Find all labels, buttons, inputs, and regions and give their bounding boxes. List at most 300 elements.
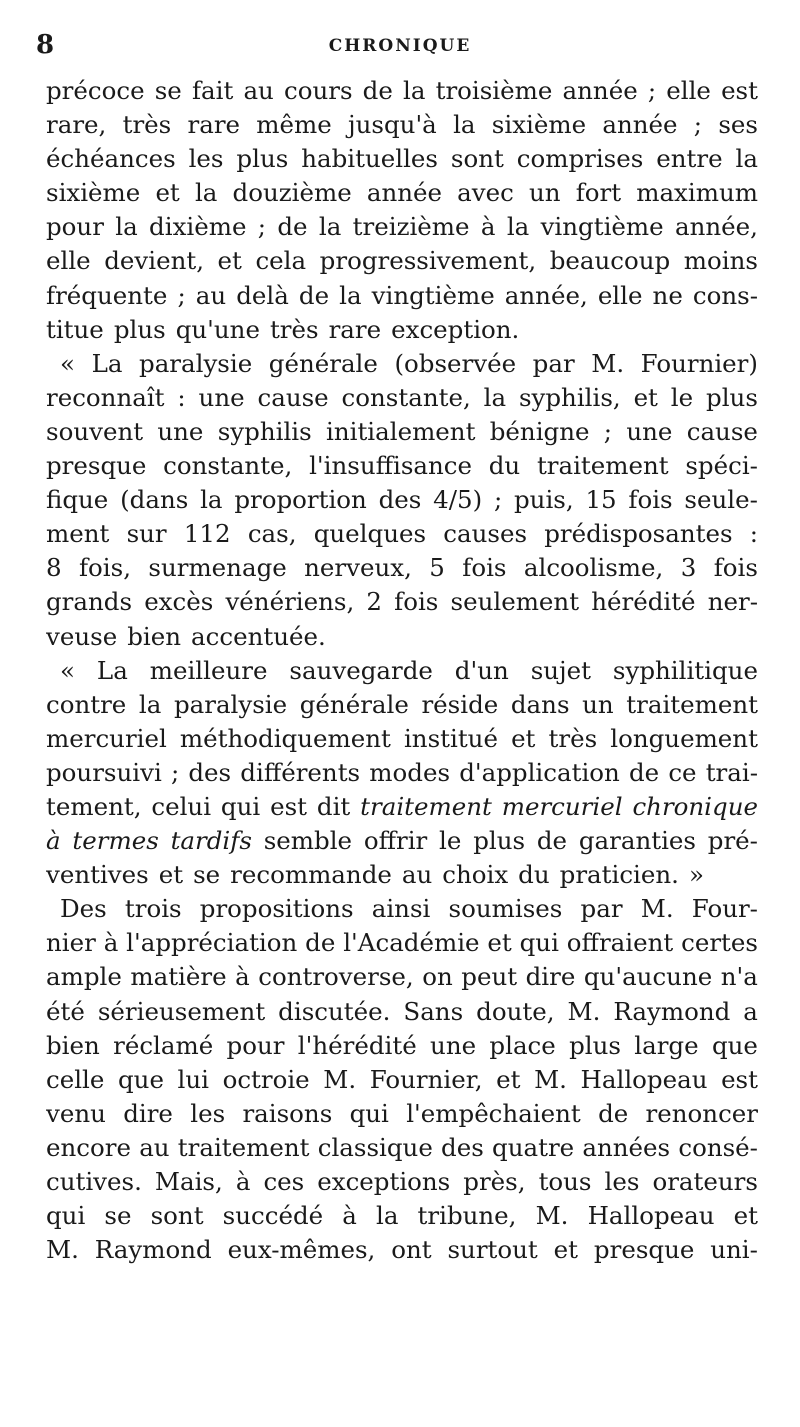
word: titue — [46, 314, 104, 344]
text-line — [46, 1165, 758, 1199]
word: ; — [603, 416, 613, 446]
word: et — [553, 1235, 579, 1265]
text-line — [46, 415, 758, 449]
word: consé- — [678, 1132, 758, 1162]
word: mercuriel — [46, 723, 167, 753]
word: sérieusement — [97, 996, 266, 1026]
word: la — [403, 76, 426, 105]
text-line — [46, 960, 758, 994]
word: devient, — [104, 246, 204, 276]
word: sont — [150, 1201, 204, 1231]
word: trois — [124, 894, 182, 924]
word: (observée — [394, 348, 517, 378]
word: des — [441, 1132, 484, 1162]
text-line — [46, 654, 758, 688]
word: que — [117, 1064, 164, 1094]
word: années — [582, 1132, 671, 1162]
word: ; — [647, 76, 657, 105]
word: place — [489, 1030, 556, 1060]
text-line — [46, 1063, 758, 1097]
word: classique — [317, 1132, 433, 1162]
word: presque — [46, 451, 147, 481]
word: accentuée. — [191, 621, 326, 651]
word: l'insuffisance — [309, 451, 473, 481]
word: Fournier, — [369, 1064, 483, 1094]
word: dire — [123, 1098, 173, 1128]
word: de — [362, 76, 393, 105]
word: de — [628, 757, 660, 787]
word: ; — [257, 212, 267, 242]
word: constante, — [341, 382, 471, 412]
word: année, — [674, 212, 758, 242]
word: poursuivi — [46, 757, 162, 787]
text-line — [46, 381, 758, 415]
text-line — [46, 892, 758, 926]
word: surmenage — [148, 553, 287, 583]
word: bénigne — [489, 416, 590, 446]
text-line — [46, 74, 758, 108]
word: rare, — [46, 110, 107, 140]
word: ment — [46, 519, 110, 549]
word: sont — [450, 144, 504, 174]
word: générale — [268, 348, 378, 378]
word: Sans — [403, 996, 464, 1026]
word: pour — [46, 212, 104, 242]
word: Fournier) — [640, 348, 758, 378]
word: une — [198, 382, 245, 412]
word: la — [735, 144, 758, 174]
text-line — [46, 995, 758, 1029]
word: ample — [46, 962, 122, 992]
word: du — [518, 860, 550, 890]
text-line — [46, 926, 758, 960]
word: la — [483, 382, 507, 412]
word: quelques — [313, 519, 427, 549]
word: de — [277, 212, 308, 242]
word: large — [634, 1030, 699, 1060]
word: pré- — [707, 826, 758, 856]
word: dans — [510, 689, 570, 719]
word: dit — [316, 791, 351, 821]
word: sixième — [491, 110, 587, 140]
word: des — [188, 757, 232, 787]
word: précoce — [46, 76, 145, 105]
word: la — [506, 212, 530, 242]
word: se — [193, 860, 221, 890]
word: les — [190, 1098, 226, 1128]
word: l'hérédité — [297, 1030, 417, 1060]
word: presque — [593, 1235, 695, 1265]
word: cause — [686, 416, 758, 446]
text-line — [46, 1131, 758, 1165]
word: la — [194, 178, 218, 208]
word: 15 — [585, 485, 617, 515]
word: prédisposantes — [544, 519, 733, 549]
word: reconnaît — [46, 382, 165, 412]
word: année — [562, 76, 638, 105]
word: bien — [127, 621, 182, 651]
word: seule- — [684, 485, 758, 515]
word: « — [60, 348, 75, 378]
word: Raymond — [94, 1235, 212, 1265]
word: Raymond — [613, 996, 731, 1026]
word: fois — [462, 553, 507, 583]
word: est — [270, 791, 308, 821]
word: peut — [461, 962, 518, 992]
text-line — [46, 824, 758, 858]
word: à — [342, 1201, 357, 1231]
word: le — [670, 382, 694, 412]
word: est — [721, 76, 758, 105]
word: paralysie — [139, 348, 253, 378]
word: uni- — [710, 1235, 758, 1265]
word: nerveux, — [304, 553, 412, 583]
text-line — [46, 449, 758, 483]
word: ses — [718, 110, 758, 140]
word: M. — [535, 1201, 569, 1231]
word: ventives — [46, 860, 149, 890]
word: d'un — [454, 655, 509, 685]
word: que — [711, 1030, 758, 1060]
text-line — [46, 756, 758, 790]
word: encore — [46, 1132, 131, 1162]
word: garanties — [578, 826, 696, 856]
word: celui — [151, 791, 212, 821]
word: syphilis, — [518, 382, 621, 412]
word: et — [155, 178, 180, 208]
word: entre — [656, 144, 723, 174]
word: contre — [46, 689, 127, 719]
word: traitement — [177, 1132, 310, 1162]
word: du — [488, 451, 521, 481]
word: M. — [323, 1064, 357, 1094]
word: meilleure — [149, 655, 268, 685]
word: M. — [534, 1064, 567, 1094]
word: elle — [666, 76, 711, 105]
word: 4/5) — [433, 485, 483, 515]
word: qui — [46, 1201, 86, 1231]
word: troisième — [435, 76, 553, 105]
word: et — [511, 723, 536, 753]
word: discutée. — [278, 996, 391, 1026]
word: sixième — [46, 178, 141, 208]
word: à — [480, 212, 496, 242]
word: Hallopeau — [580, 1064, 708, 1094]
word: termes — [72, 826, 159, 856]
word: La — [91, 348, 123, 378]
word: renoncer — [645, 1098, 758, 1128]
word: une — [157, 416, 204, 446]
word: plus — [706, 382, 758, 412]
word: près, — [463, 1167, 526, 1196]
word: cours — [283, 76, 353, 105]
word: veuse — [46, 621, 118, 651]
word: qui — [519, 928, 559, 958]
word: douzième — [232, 178, 352, 208]
text-line — [46, 108, 758, 142]
word: et — [217, 246, 242, 276]
word: au — [195, 280, 227, 310]
word: M. — [591, 348, 625, 378]
word: lui — [177, 1064, 209, 1094]
text-line — [46, 1233, 758, 1267]
word: soumises — [448, 894, 563, 924]
text-line — [46, 620, 758, 654]
word: se — [154, 76, 182, 105]
word: par — [580, 894, 623, 924]
word: plus — [569, 1030, 621, 1060]
word: les — [604, 1167, 640, 1196]
word: différents — [240, 757, 361, 787]
word: Hallopeau — [587, 1201, 715, 1231]
word: : — [177, 382, 186, 412]
word: réclamé — [113, 1030, 214, 1060]
word: ; — [177, 280, 186, 310]
word: traitement — [626, 689, 758, 719]
word: de — [536, 826, 568, 856]
word: année, — [504, 280, 588, 310]
word: modes — [369, 757, 451, 787]
word: au — [401, 860, 433, 890]
text-line — [46, 688, 758, 722]
word: spéci- — [685, 451, 758, 481]
word: ; — [170, 757, 180, 787]
word: tous — [538, 1167, 592, 1196]
word: tardifs — [170, 826, 252, 856]
word: un — [528, 178, 561, 208]
word: rare — [187, 110, 241, 140]
word: fois — [628, 485, 673, 515]
word: raisons — [242, 1098, 333, 1128]
word: les — [188, 144, 224, 174]
word: beaucoup — [549, 246, 671, 276]
word: treizième — [352, 212, 470, 242]
page-number: 8 — [36, 30, 55, 60]
word: au — [243, 76, 274, 105]
word: jusqu'à — [348, 110, 437, 140]
word: elle — [46, 246, 91, 276]
word: très — [122, 110, 172, 140]
word: M. — [567, 996, 601, 1026]
word: pour — [226, 1030, 285, 1060]
word: excès — [144, 587, 214, 617]
word: moins — [683, 246, 758, 276]
text-line — [46, 313, 758, 347]
word: plus — [473, 826, 526, 856]
word: trai- — [705, 757, 758, 787]
word: octroie — [222, 1064, 310, 1094]
word: tribune, — [417, 1201, 517, 1231]
word: ce — [668, 757, 697, 787]
word: fois — [713, 553, 758, 583]
word: offrir — [363, 826, 428, 856]
word: ; — [693, 110, 703, 140]
word: progressivement, — [319, 246, 537, 276]
word: praticien. — [559, 860, 679, 890]
word: rare — [328, 314, 382, 344]
word: (dans — [120, 485, 189, 515]
word: paralysie — [173, 689, 288, 719]
word: puis, — [513, 485, 574, 515]
word: de — [305, 928, 336, 958]
word: à — [103, 928, 119, 958]
word: 3 — [680, 553, 697, 583]
word: 8 — [46, 553, 62, 583]
word: très — [548, 723, 598, 753]
word: ainsi — [371, 894, 431, 924]
word: celle — [46, 1064, 105, 1094]
text-line — [46, 1199, 758, 1233]
word: dire — [525, 962, 576, 992]
word: sujet — [530, 655, 591, 685]
word: et — [633, 382, 658, 412]
word: « — [60, 655, 75, 685]
word: proportion — [234, 485, 367, 515]
word: dixième — [149, 212, 247, 242]
word: fois, — [78, 553, 131, 583]
word: année — [366, 178, 443, 208]
word: cons- — [692, 280, 758, 310]
word: cause — [257, 382, 329, 412]
word: syphilitique — [612, 655, 758, 685]
word: à — [235, 1167, 251, 1196]
word: traitement — [360, 791, 492, 821]
word: vingtième — [540, 212, 664, 242]
word: delà — [236, 280, 289, 310]
word: Four- — [691, 894, 758, 924]
word: méthodiquement — [179, 723, 391, 753]
word: matière — [130, 962, 227, 992]
word: une — [430, 1030, 477, 1060]
word: la — [339, 280, 362, 310]
word: eux-mêmes, — [227, 1235, 376, 1265]
word: offraient — [566, 928, 674, 958]
text-line — [46, 483, 758, 517]
word: grands — [46, 587, 133, 617]
word: fréquente — [46, 280, 168, 310]
word: d'application — [459, 757, 620, 787]
text-line — [46, 279, 758, 313]
word: surtout — [447, 1235, 538, 1265]
word: habituelles — [301, 144, 438, 174]
word: la — [318, 212, 342, 242]
word: tement, — [46, 791, 142, 821]
word: cela — [255, 246, 307, 276]
word: fort — [575, 178, 622, 208]
word: n'a — [720, 962, 758, 992]
word: institué — [403, 723, 498, 753]
word: été — [46, 996, 85, 1026]
text-line — [46, 176, 758, 210]
word: seulement — [450, 587, 580, 617]
word: par — [532, 348, 575, 378]
word: propositions — [199, 894, 354, 924]
text-line — [46, 790, 758, 824]
word: initialement — [326, 416, 476, 446]
word: se — [104, 1201, 132, 1231]
word: qui — [349, 1098, 389, 1128]
word: recommande — [230, 860, 392, 890]
text-line — [46, 1029, 758, 1063]
word: longuement — [610, 723, 758, 753]
word: constante, — [163, 451, 293, 481]
word: souvent — [46, 416, 144, 446]
word: des — [378, 485, 422, 515]
word: à — [46, 826, 61, 856]
word: à — [235, 962, 250, 992]
word: la — [453, 110, 476, 140]
word: la — [115, 212, 138, 242]
word: elle — [597, 280, 643, 310]
word: la — [138, 689, 162, 719]
word: vingtième — [371, 280, 495, 310]
word: mercuriel — [501, 791, 623, 821]
text-line — [46, 585, 758, 619]
text-line — [46, 347, 758, 381]
word: qu'une — [175, 314, 260, 344]
word: même — [256, 110, 332, 140]
word: un — [582, 689, 614, 719]
text-line — [46, 210, 758, 244]
text-line — [46, 1097, 758, 1131]
word: plus — [113, 314, 166, 344]
word: ont — [391, 1235, 432, 1265]
word: bien — [46, 1030, 100, 1060]
word: très — [269, 314, 319, 344]
word: générale — [299, 689, 409, 719]
running-head: CHRONIQUE — [328, 36, 472, 56]
word: vénériens, — [225, 587, 355, 617]
word: et — [158, 860, 184, 890]
word: qui — [220, 791, 261, 821]
word: on — [422, 962, 453, 992]
word: est — [721, 1064, 758, 1094]
word: venu — [46, 1098, 106, 1128]
word: cas, — [247, 519, 297, 549]
word: Mais, — [154, 1167, 223, 1196]
word: : — [749, 519, 758, 549]
word: fait — [191, 76, 234, 105]
word: hérédité — [591, 587, 696, 617]
word: 2 — [366, 587, 382, 617]
word: ne — [652, 280, 683, 310]
text-line — [46, 142, 758, 176]
word: au — [139, 1132, 170, 1162]
word: 112 — [183, 519, 231, 549]
word: La — [96, 655, 128, 685]
word: 5 — [429, 553, 445, 583]
word: qu'aucune — [583, 962, 713, 992]
word: l'appréciation — [126, 928, 298, 958]
word: sauvegarde — [289, 655, 433, 685]
word: la — [375, 1201, 399, 1231]
word: M. — [640, 894, 674, 924]
word: et — [496, 1064, 521, 1094]
word: quatre — [492, 1132, 575, 1162]
word: plus — [236, 144, 289, 174]
word: nier — [46, 928, 96, 958]
text-line — [46, 551, 758, 585]
word: orateurs — [652, 1167, 758, 1196]
word: fique — [46, 485, 109, 515]
page-header — [36, 30, 764, 66]
text-line — [46, 722, 758, 756]
word: réside — [421, 689, 499, 719]
word: de — [598, 1098, 629, 1128]
word: semble — [263, 826, 353, 856]
word: causes — [443, 519, 528, 549]
word: le — [439, 826, 462, 856]
